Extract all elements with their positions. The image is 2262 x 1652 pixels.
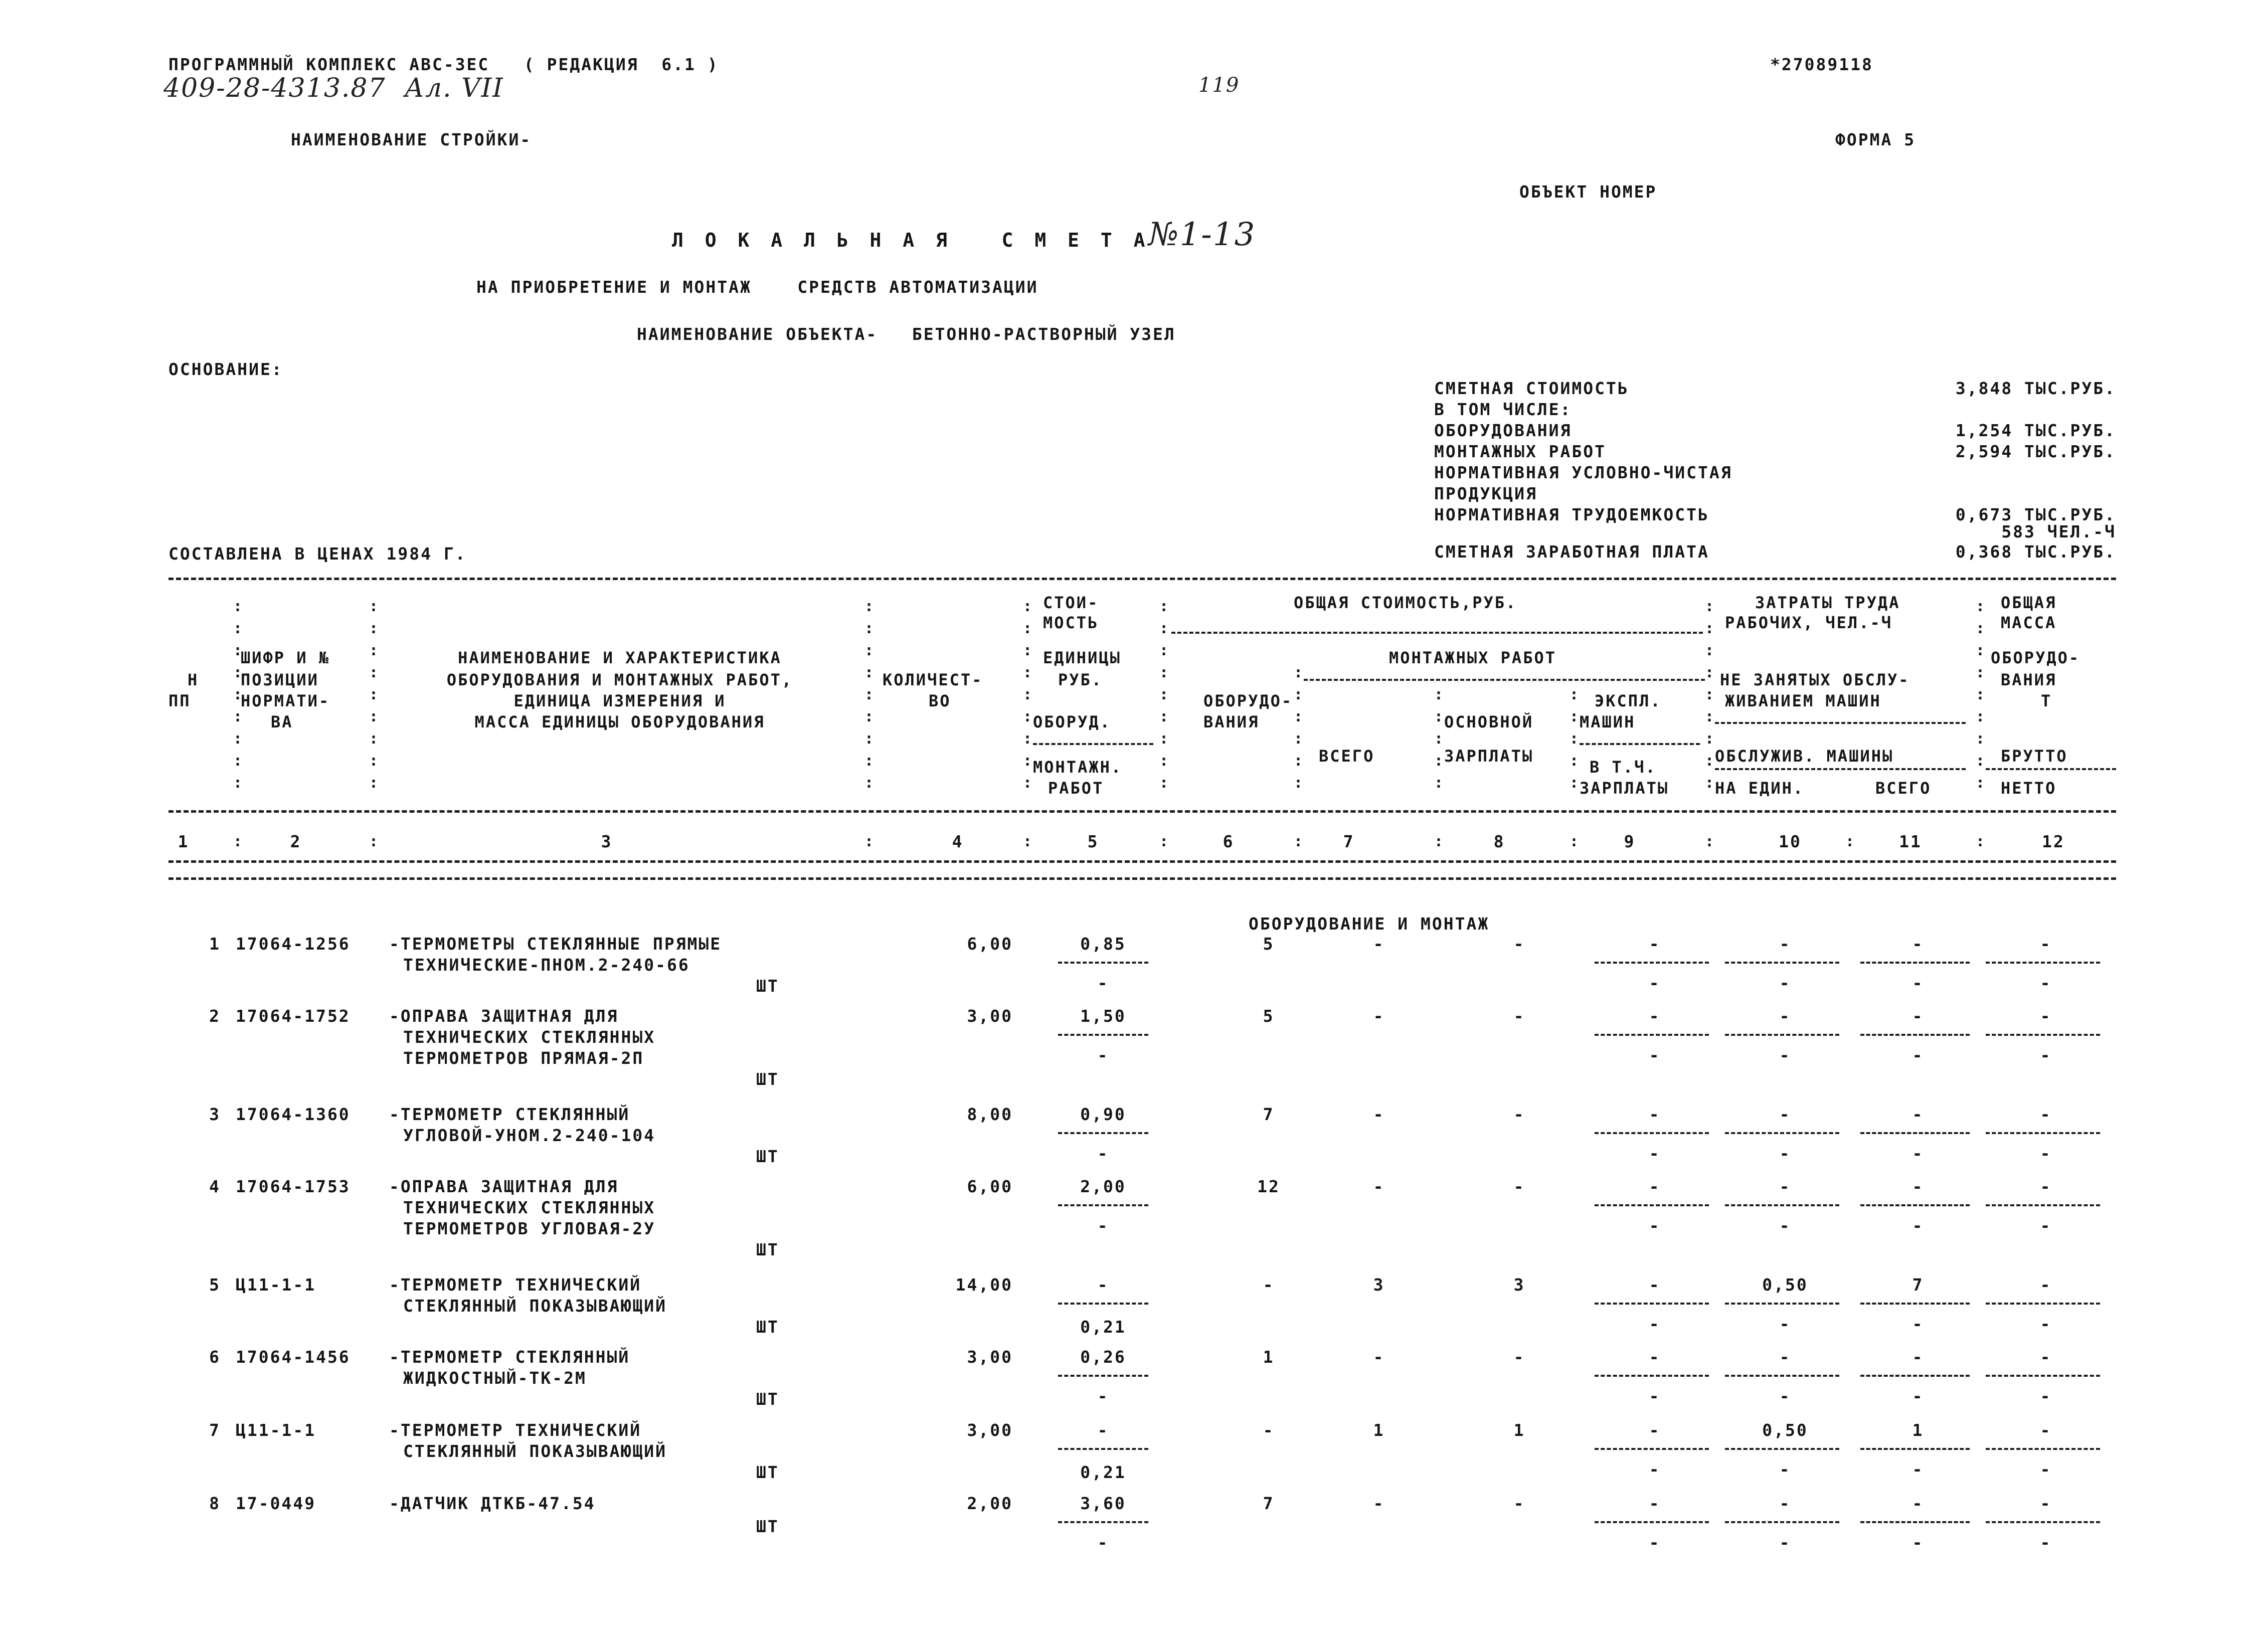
row-price-installation: - [1097,1144,1109,1163]
row-main-wage: - [1513,1177,1525,1196]
colnum-7: 7 [1343,832,1355,851]
row-price-divider [1058,1034,1148,1036]
row-main-wage: - [1513,1347,1525,1367]
row-price-divider [1058,1448,1148,1450]
hdr-c10: ОБСЛУЖИВ. МАШИНЫ [1715,747,1894,766]
form-number: ФОРМА 5 [1835,130,1916,149]
row-price-installation: - [1097,973,1109,993]
row-col9-divider [1595,1375,1709,1377]
colnum-8: 8 [1493,832,1505,851]
row-col10-bottom: - [1779,1216,1791,1235]
row-equipment-cost: - [1263,1420,1275,1440]
row-unit: ШТ [756,1389,779,1409]
row-col9-divider [1595,1303,1709,1305]
row-name-line: ТЕХНИЧЕСКИХ СТЕКЛЯННЫХ [403,1027,656,1047]
row-col12-divider [1986,1521,2100,1523]
row-col11-top: - [1912,1347,1924,1367]
row-equipment-cost: 1 [1263,1347,1275,1367]
row-name-line: ТЕРМОМЕТРОВ ПРЯМАЯ-2П [403,1048,644,1068]
hdr-c3-l3: ЕДИНИЦА ИЗМЕРЕНИЯ И [513,691,726,710]
colnum-11: 11 [1899,832,1922,851]
row-col12-bottom: - [2040,1045,2052,1065]
summary-wages-label: СМЕТНАЯ ЗАРАБОТНАЯ ПЛАТА [1434,542,1709,562]
row-col9-divider [1595,1204,1709,1206]
row-price-installation: 0,21 [1080,1462,1126,1482]
row-unit: ШТ [756,976,779,996]
row-col10-bottom: - [1779,1459,1791,1479]
row-col12-bottom: - [2040,1459,2052,1479]
estimate-subtitle: НА ПРИОБРЕТЕНИЕ И МОНТАЖ СРЕДСТВ АВТОМАТИЗАЦИИ [476,277,1038,297]
table-top-rule [168,578,2116,580]
row-code: 17064-1256 [236,934,351,954]
header-bottom-rule [168,860,2116,863]
row-col9-divider [1595,1034,1709,1036]
row-name-line: -ОПРАВА ЗАЩИТНАЯ ДЛЯ [389,1006,619,1026]
summary-wages-value: 0,368 ТЫС.РУБ. [1955,542,2116,562]
row-col12-bottom: - [2040,1314,2052,1334]
row-col10-divider [1725,1034,1839,1036]
row-col10-top: 0,50 [1762,1275,1808,1295]
row-col12-bottom: - [2040,1144,2052,1163]
summary-cost-label: СМЕТНАЯ СТОИМОСТЬ [1434,379,1629,398]
row-col12-divider [1986,1448,2100,1450]
row-price-equipment: 2,00 [1080,1177,1126,1196]
hdr-c12-l5: Т [2041,691,2052,710]
row-col9-bottom: - [1649,973,1661,993]
row-price-equipment: - [1097,1420,1109,1440]
row-unit: ШТ [756,1240,779,1259]
summary-equipment-value: 1,254 ТЫС.РУБ. [1955,421,2116,440]
row-col11-top: - [1912,1494,1924,1513]
row-quantity: 6,00 [967,934,1013,954]
row-price-divider [1058,1204,1148,1206]
summary-equipment-label: ОБОРУДОВАНИЯ [1434,421,1572,440]
row-price-equipment: 0,90 [1080,1105,1126,1124]
colnum-12: 12 [2042,832,2065,851]
row-col10-bottom: - [1779,1533,1791,1552]
row-code: 17064-1456 [236,1347,351,1367]
row-main-wage: - [1513,1105,1525,1124]
section-title: ОБОРУДОВАНИЕ И МОНТАЖ [1249,914,1490,934]
row-equipment-cost: 7 [1263,1494,1275,1513]
row-col9-bottom: - [1649,1459,1661,1479]
hdr-c3-l1: НАИМЕНОВАНИЕ И ХАРАКТЕРИСТИКА [458,648,782,667]
row-col10-bottom: - [1779,973,1791,993]
summary-installation-label: МОНТАЖНЫХ РАБОТ [1434,442,1607,461]
row-code: 17064-1753 [236,1177,351,1196]
row-col11-bottom: - [1912,1045,1924,1065]
row-price-divider [1058,1303,1148,1305]
row-code: 17064-1752 [236,1006,351,1026]
row-price-equipment: 0,85 [1080,934,1126,954]
colnum-5: 5 [1087,832,1099,851]
row-col11-top: 1 [1912,1420,1924,1440]
colnum-1: 1 [178,832,190,851]
hdr-c4-l2: ВО [929,691,951,710]
hdr-c1-l2: ПП [168,691,191,710]
row-col11-top: - [1912,1006,1924,1026]
row-col9-top: - [1649,1105,1661,1124]
hdr-c12-l6: БРУТТО [2001,747,2068,766]
hdr-c1-l1: Н [188,670,199,689]
row-col10-divider [1725,1375,1839,1377]
row-col9-bottom: - [1649,1144,1661,1163]
row-col12-bottom: - [2040,1533,2052,1552]
row-col12-top: - [2040,1275,2052,1295]
row-install-total: 3 [1373,1275,1385,1295]
row-install-total: - [1373,1347,1385,1367]
hdr-total-cost: ОБЩАЯ СТОИМОСТЬ,РУБ. [1294,593,1517,612]
row-quantity: 3,00 [967,1006,1013,1026]
row-price-divider [1058,1132,1148,1134]
row-equipment-cost: 7 [1263,1105,1275,1124]
row-col10-divider [1725,1303,1839,1305]
row-col11-top: - [1912,934,1924,954]
row-col9-bottom: - [1649,1533,1661,1552]
row-col11-bottom: - [1912,973,1924,993]
hdr-c9-l1: ЭКСПЛ. [1595,691,1662,710]
row-col11-bottom: - [1912,1386,1924,1406]
hdr-c9-l4: ЗАРПЛАТЫ [1580,779,1669,798]
hdr-c5-l1: СТОИ- [1043,593,1099,612]
row-price-installation: - [1097,1386,1109,1406]
row-main-wage: 1 [1513,1420,1525,1440]
hdr-c12-l2: МАССА [2001,613,2057,632]
hdr-c7: ВСЕГО [1319,747,1375,766]
hdr-c6-l2: ВАНИЯ [1203,712,1260,731]
hdr-labor-sub-l1: НЕ ЗАНЯТЫХ ОБСЛУ- [1720,670,1910,689]
row-col12-top: - [2040,1420,2052,1440]
hdr-c10b: НА ЕДИН. [1715,779,1805,798]
row-equipment-cost: 5 [1263,1006,1275,1026]
row-name-line: ТЕРМОМЕТРОВ УГЛОВАЯ-2У [403,1219,656,1238]
row-name-line: УГЛОВОЙ-УНОМ.2-240-104 [403,1126,656,1145]
hdr-c5-l4: РУБ. [1058,670,1103,689]
row-col12-bottom: - [2040,1386,2052,1406]
row-col12-divider [1986,1303,2100,1305]
row-col12-top: - [2040,1494,2052,1513]
hdr-labor-sub-l2: ЖИВАНИЕМ МАШИН [1725,691,1881,710]
hdr-c2-l4: ВА [271,712,293,731]
row-col9-divider [1595,1448,1709,1450]
hdr-c2-l2: ПОЗИЦИИ [241,670,319,689]
row-col11-bottom: - [1912,1459,1924,1479]
header-mid-rule [168,810,2116,813]
row-col9-top: - [1649,1006,1661,1026]
row-col10-divider [1725,1132,1839,1134]
row-price-equipment: 1,50 [1080,1006,1126,1026]
program-name: ПРОГРАММНЫЙ КОМПЛЕКС АВС-ЗЕС ( РЕДАКЦИЯ 6.1 ) [168,55,719,74]
row-equipment-cost: 12 [1257,1177,1280,1196]
hdr-c8-l1: ОСНОВНОЙ [1444,712,1534,731]
row-col10-top: - [1779,1177,1791,1196]
row-number: 1 [209,934,221,954]
row-col12-top: - [2040,1105,2052,1124]
handwritten-doc-code: 409-28-4313.87 Ал. VII [163,73,504,103]
row-price-divider [1058,1375,1148,1377]
row-col9-top: - [1649,1347,1661,1367]
row-col11-divider [1860,1034,1970,1036]
row-name-line: -ТЕРМОМЕТР СТЕКЛЯННЫЙ [389,1347,630,1367]
summary-installation-value: 2,594 ТЫС.РУБ. [1955,442,2116,461]
row-main-wage: - [1513,1494,1525,1513]
row-main-wage: 3 [1513,1275,1525,1295]
row-price-equipment: 3,60 [1080,1494,1126,1513]
row-col9-bottom: - [1649,1314,1661,1334]
hdr-c12-l3: ОБОРУДО- [1991,648,2080,667]
row-col10-bottom: - [1779,1144,1791,1163]
hdr-labor-title-l2: РАБОЧИХ, ЧЕЛ.-Ч [1725,613,1892,632]
estimate-title: Л О К А Л Ь Н А Я С М Е Т А [672,229,1150,251]
row-col12-top: - [2040,1347,2052,1367]
row-col9-top: - [1649,1275,1661,1295]
row-col10-bottom: - [1779,1386,1791,1406]
hdr-c9-l3: В Т.Ч. [1590,758,1657,777]
row-col9-divider [1595,1132,1709,1134]
colnum-10: 10 [1779,832,1802,851]
row-number: 4 [209,1177,221,1196]
row-install-total: - [1373,1177,1385,1196]
hdr-install-works: МОНТАЖНЫХ РАБОТ [1389,648,1556,667]
row-col10-top: - [1779,1347,1791,1367]
row-col11-top: - [1912,1105,1924,1124]
row-install-total: - [1373,1494,1385,1513]
row-name-line: ТЕХНИЧЕСКИХ СТЕКЛЯННЫХ [403,1198,656,1217]
hdr-c3-l4: МАССА ЕДИНИЦЫ ОБОРУДОВАНИЯ [474,712,765,731]
row-name-line: -ТЕРМОМЕТР СТЕКЛЯННЫЙ [389,1105,630,1124]
row-col12-top: - [2040,934,2052,954]
hdr-c12-l1: ОБЩАЯ [2001,593,2057,612]
row-col12-top: - [2040,1177,2052,1196]
row-col9-top: - [1649,1494,1661,1513]
row-col10-top: 0,50 [1762,1420,1808,1440]
prices-label: СОСТАВЛЕНА В ЦЕНАХ 1984 Г. [168,544,467,564]
row-install-total: - [1373,1006,1385,1026]
summary-labor-label: НОРМАТИВНАЯ ТРУДОЕМКОСТЬ [1434,505,1709,524]
row-quantity: 14,00 [955,1275,1013,1295]
hdr-c4-l1: КОЛИЧЕСТ- [883,670,983,689]
handwritten-estimate-number: №1-13 [1148,216,1256,253]
hdr-c11: ВСЕГО [1875,779,1932,798]
row-quantity: 3,00 [967,1347,1013,1367]
row-price-installation: 0,21 [1080,1317,1126,1337]
row-code: 17064-1360 [236,1105,351,1124]
row-col11-bottom: - [1912,1144,1924,1163]
row-col11-divider [1860,1303,1970,1305]
row-quantity: 6,00 [967,1177,1013,1196]
row-col12-divider [1986,1034,2100,1036]
row-price-equipment: 0,26 [1080,1347,1126,1367]
row-col11-bottom: - [1912,1216,1924,1235]
hdr-labor-title-l1: ЗАТРАТЫ ТРУДА [1755,593,1900,612]
row-col12-divider [1986,962,2100,964]
hdr-c5-l3: ЕДИНИЦЫ [1043,648,1121,667]
colnum-3: 3 [601,832,613,851]
row-install-total: - [1373,1105,1385,1124]
colnum-4: 4 [952,832,964,851]
summary-net-output-line1: НОРМАТИВНАЯ УСЛОВНО-ЧИСТАЯ [1434,463,1732,482]
hdr-c6-l1: ОБОРУДО- [1203,691,1293,710]
row-col11-divider [1860,1521,1970,1523]
row-unit: ШТ [756,1517,779,1536]
hdr-c2-l3: НОРМАТИ- [241,691,330,710]
row-col11-divider [1860,1448,1970,1450]
row-number: 7 [209,1420,221,1440]
construction-label: НАИМЕНОВАНИЕ СТРОЙКИ- [291,130,532,149]
row-col9-divider [1595,1521,1709,1523]
row-equipment-cost: 5 [1263,934,1275,954]
row-quantity: 8,00 [967,1105,1013,1124]
row-number: 6 [209,1347,221,1367]
serial-number: *27089118 [1770,55,1873,74]
row-number: 8 [209,1494,221,1513]
hdr-c9-l2: МАШИН [1580,712,1636,731]
row-col11-divider [1860,1132,1970,1134]
hdr-c8-l2: ЗАРПЛАТЫ [1444,747,1534,766]
hdr-c5-l6: МОНТАЖН. [1033,758,1123,777]
summary-labor-value: 583 ЧЕЛ.-Ч [2001,522,2116,541]
row-main-wage: - [1513,934,1525,954]
colnum-9: 9 [1624,832,1636,851]
row-col10-divider [1725,1204,1839,1206]
row-price-installation: - [1097,1216,1109,1235]
row-col10-top: - [1779,934,1791,954]
row-col9-top: - [1649,934,1661,954]
row-install-total: - [1373,934,1385,954]
row-name-line: -ДАТЧИК ДТКБ-47.54 [389,1494,596,1513]
row-col11-top: 7 [1912,1275,1924,1295]
row-col12-top: - [2040,1006,2052,1026]
basis-label: ОСНОВАНИЕ: [168,359,283,379]
row-name-line: ЖИДКОСТНЫЙ-ТК-2М [403,1368,587,1388]
row-name-line: -ТЕРМОМЕТР ТЕХНИЧЕСКИЙ [389,1275,642,1295]
row-code: Ц11-1-1 [236,1420,316,1440]
hdr-c5-l5: ОБОРУД. [1033,712,1111,731]
row-price-divider [1058,1521,1148,1523]
row-unit: ШТ [756,1069,779,1089]
hdr-c12-l4: ВАНИЯ [2001,670,2057,689]
row-name-line: СТЕКЛЯННЫЙ ПОКАЗЫВАЮЩИЙ [403,1296,667,1316]
row-col10-top: - [1779,1494,1791,1513]
row-name-line: ТЕХНИЧЕСКИЕ-ПНОМ.2-240-66 [403,955,690,975]
hdr-c2-l1: ШИФР И № [241,648,330,667]
row-number: 2 [209,1006,221,1026]
summary-cost-value: 3,848 ТЫС.РУБ. [1955,379,2116,398]
row-col11-divider [1860,962,1970,964]
colnum-6: 6 [1223,832,1235,851]
row-price-installation: - [1097,1533,1109,1552]
row-col11-bottom: - [1912,1533,1924,1552]
row-col12-divider [1986,1204,2100,1206]
hdr-c3-l2: ОБОРУДОВАНИЯ И МОНТАЖНЫХ РАБОТ, [446,670,793,689]
summary-net-output-value: 0,673 ТЫС.РУБ. [1955,505,2116,524]
row-number: 5 [209,1275,221,1295]
row-name-line: -ТЕРМОМЕТРЫ СТЕКЛЯННЫЕ ПРЯМЫЕ [389,934,722,954]
row-name-line: -ТЕРМОМЕТР ТЕХНИЧЕСКИЙ [389,1420,642,1440]
row-col9-top: - [1649,1420,1661,1440]
row-code: Ц11-1-1 [236,1275,316,1295]
row-col9-bottom: - [1649,1045,1661,1065]
row-col10-top: - [1779,1105,1791,1124]
row-col12-divider [1986,1132,2100,1134]
row-install-total: 1 [1373,1420,1385,1440]
row-col12-bottom: - [2040,973,2052,993]
row-name-line: СТЕКЛЯННЫЙ ПОКАЗЫВАЮЩИЙ [403,1441,667,1461]
row-col12-divider [1986,1375,2100,1377]
header-bottom-rule-2 [168,877,2116,880]
row-equipment-cost: - [1263,1275,1275,1295]
row-col10-top: - [1779,1006,1791,1026]
row-col11-divider [1860,1375,1970,1377]
row-col11-bottom: - [1912,1314,1924,1334]
row-code: 17-0449 [236,1494,316,1513]
row-col9-divider [1595,962,1709,964]
row-quantity: 2,00 [967,1494,1013,1513]
summary-including: В ТОМ ЧИСЛЕ: [1434,400,1572,419]
row-col10-divider [1725,1521,1839,1523]
row-col11-top: - [1912,1177,1924,1196]
row-col9-top: - [1649,1177,1661,1196]
colnum-2: 2 [290,832,302,851]
object-number-label: ОБЪЕКТ НОМЕР [1519,182,1657,202]
row-col9-bottom: - [1649,1386,1661,1406]
hdr-c12-l7: НЕТТО [2001,779,2057,798]
summary-net-output-label: ПРОДУКЦИЯ [1434,484,1537,503]
row-col11-divider [1860,1204,1970,1206]
row-quantity: 3,00 [967,1420,1013,1440]
row-col10-bottom: - [1779,1045,1791,1065]
row-number: 3 [209,1105,221,1124]
hdr-c5-l7: РАБОТ [1048,779,1104,798]
row-main-wage: - [1513,1006,1525,1026]
row-col12-bottom: - [2040,1216,2052,1235]
row-unit: ШТ [756,1462,779,1482]
handwritten-page-mark: 119 [1198,74,1240,97]
row-col10-divider [1725,962,1839,964]
row-price-equipment: - [1097,1275,1109,1295]
row-price-divider [1058,962,1148,964]
row-name-line: -ОПРАВА ЗАЩИТНАЯ ДЛЯ [389,1177,619,1196]
row-price-installation: - [1097,1045,1109,1065]
object-name: НАИМЕНОВАНИЕ ОБЪЕКТА- БЕТОННО-РАСТВОРНЫЙ УЗЕЛ [637,324,1176,344]
row-col10-bottom: - [1779,1314,1791,1334]
row-col10-divider [1725,1448,1839,1450]
row-unit: ШТ [756,1317,779,1337]
row-col9-bottom: - [1649,1216,1661,1235]
hdr-c5-l2: МОСТЬ [1043,613,1099,632]
row-unit: ШТ [756,1147,779,1166]
